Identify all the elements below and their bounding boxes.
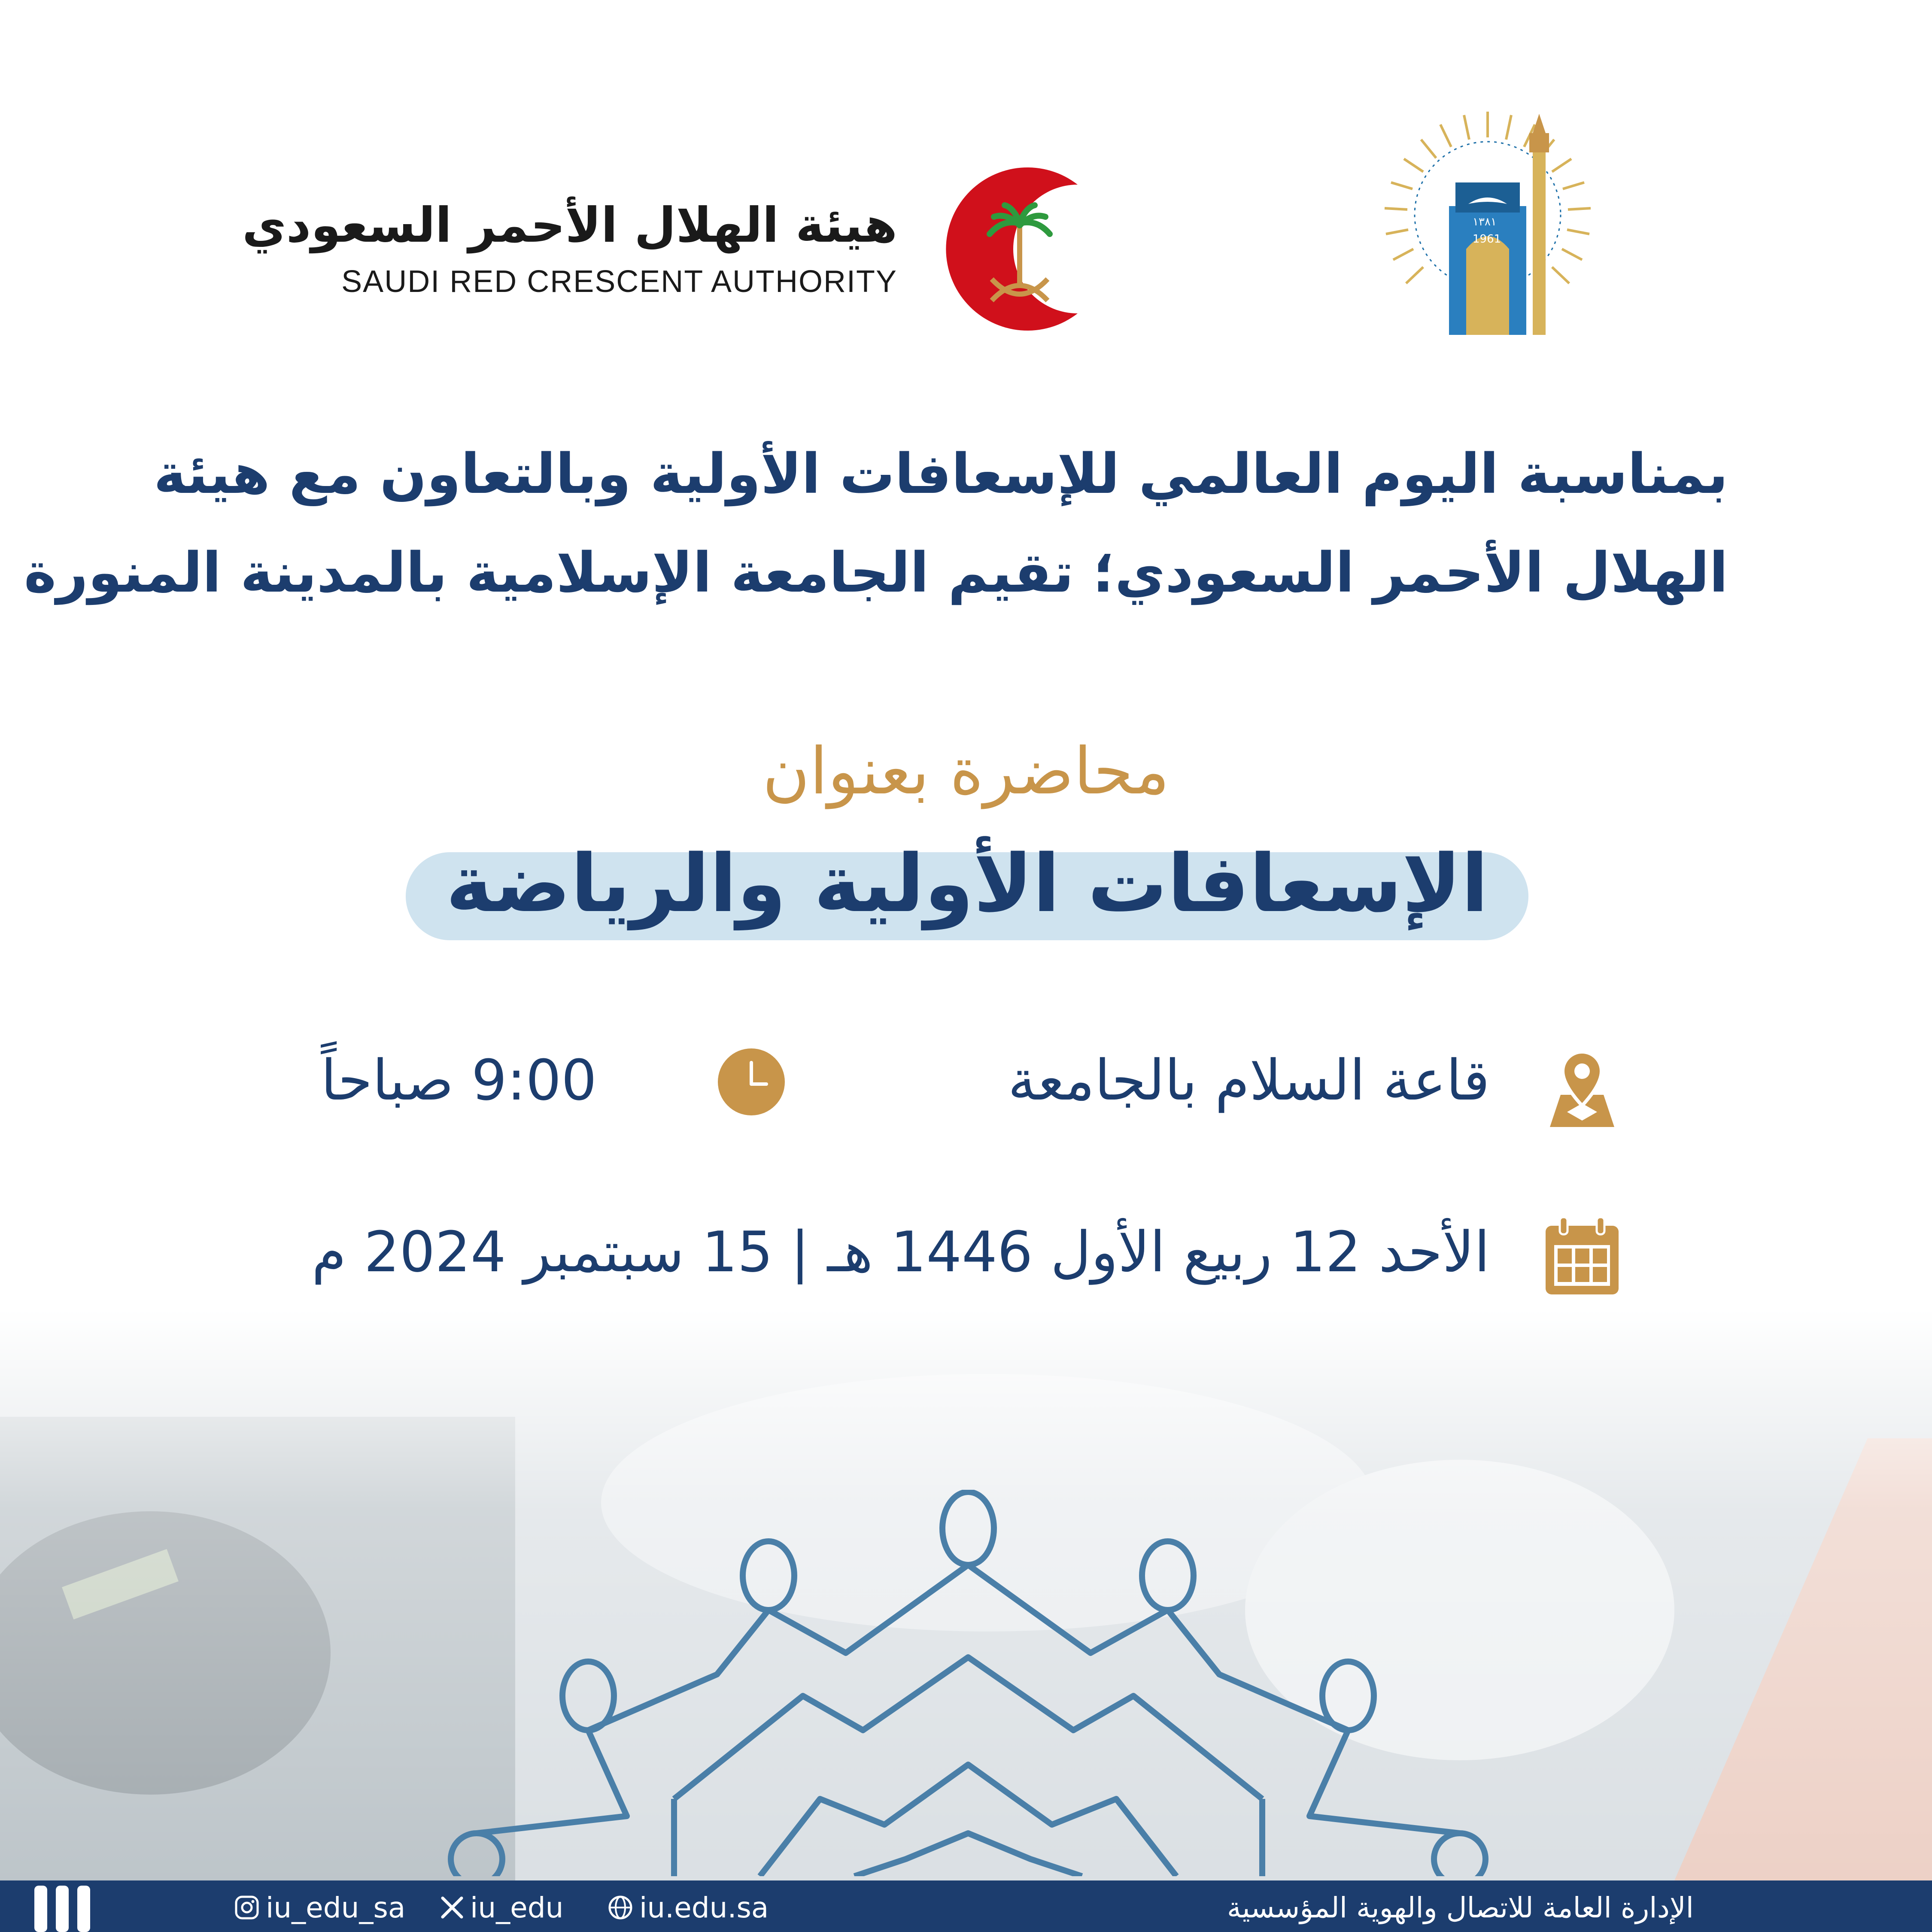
src-name-english: SAUDI RED CRESCENT AUTHORITY: [341, 264, 897, 299]
website-url: iu.edu.sa: [639, 1891, 769, 1924]
lecture-title: الإسعافات الأولية والرياضة: [446, 837, 1488, 930]
calendar-icon: [1543, 1215, 1621, 1297]
map-pin-icon: [1541, 1048, 1623, 1129]
globe-icon: [608, 1895, 633, 1920]
footer-x-link[interactable]: [440, 1886, 564, 1929]
islamic-university-logo: [1370, 107, 1606, 343]
src-name-arabic: هيئة الهلال الأحمر السعودي: [242, 197, 897, 253]
footer-department-name: الإدارة العامة للاتصال والهوية المؤسسية: [1227, 1891, 1694, 1924]
instagram-icon: [234, 1895, 260, 1920]
date-text: الأحد 12 ربيع الأول 1446 هـ | 15 سبتمبر 2024 م: [312, 1219, 1490, 1285]
footer-stripes-decoration: [30, 1880, 99, 1932]
footer-instagram-link[interactable]: [234, 1886, 405, 1929]
instagram-handle: iu_edu_sa: [266, 1891, 406, 1924]
clock-icon: [717, 1048, 786, 1116]
time-text: 9:00 صباحاً: [321, 1048, 597, 1113]
iu-year-gregorian: 1961: [1473, 233, 1501, 246]
people-emblem-graphic: [434, 1490, 1503, 1876]
x-icon: [440, 1896, 464, 1920]
headline-line-1: بمناسبة اليوم العالمي للإسعافات الأولية وبالتعاون مع هيئة: [153, 442, 1728, 506]
footer-website-link[interactable]: [608, 1886, 769, 1929]
iu-year-hijri: ١٣٨١: [1473, 216, 1497, 228]
location-text: قاعة السلام بالجامعة: [1008, 1048, 1490, 1113]
lecture-label: محاضرة بعنوان: [762, 734, 1170, 809]
red-crescent-logo: [936, 159, 1099, 339]
x-handle: iu_edu: [470, 1891, 564, 1924]
headline-line-2: الهلال الأحمر السعودي؛ تقيم الجامعة الإسلامية بالمدينة المنورة: [24, 541, 1728, 605]
